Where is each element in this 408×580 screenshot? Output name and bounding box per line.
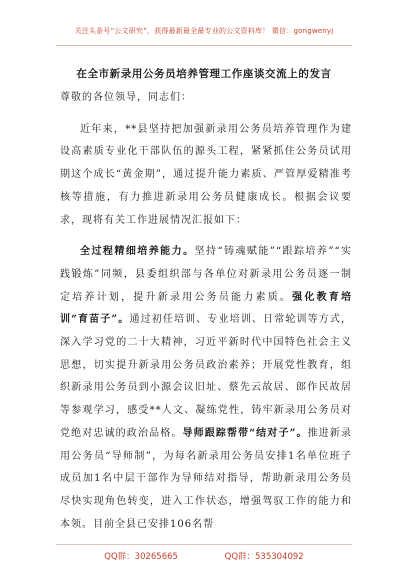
- spacer: [60, 232, 352, 241]
- section-paragraph: [60, 241, 352, 536]
- salutation: 尊敬的各位领导，同志们：: [60, 92, 192, 103]
- training-text: 通过初任培训、专业培训、日常轮训等方式，深入学习党的二十大精神，习近平新时代中国特色社会主义思想，切实提升新录用公务员政治素养；开展党性教育，组织新录用公务员到小源会议旧址、蔡先云故居、郎作民故居等参观学习，感受**人文、凝练党性，铸牢新录用公务员对党绝对忠诚的政治品格。: [60, 314, 352, 439]
- footer-qq-group-1: QQ群：30265665: [104, 552, 178, 562]
- intro-paragraph: 近年来，**县坚持把加强新录用公务员培养管理作为建设高素质专业化干部队伍的源头工程，紧紧抓住公务员试用期这个成长“黄金期”，通过提升能力素质、严管厚爱精准考核等措施，有力推进新录用公务员健康成长。根据会议要求，现将有关工作进展情况汇报如下：: [60, 123, 352, 226]
- section-text: 坚持“铸魂赋能”“跟踪培养”“实践锻炼”同频，县委组织部与各单位对新录用公务员逐一制定培养计划，提升新录用公务员能力素质。: [60, 246, 353, 303]
- page-header: 关注头条号“公文研究”，获得最新最全最专业的公文资料库！ 微信：gongwenyj: [74, 27, 334, 35]
- section-heading: 全过程精细培养能力。: [80, 246, 195, 258]
- spacer: [60, 110, 352, 119]
- page-title: 在全市新录用公务员培养管理工作座谈交流上的发言: [76, 68, 332, 80]
- footer-qq-group-2: QQ群：535304092: [224, 552, 304, 562]
- mentor-text: 推进新录用公务员“导师制”，为每名新录用公务员安排1名单位班子成员加1名中层干部作为导师结对指导，帮助新录用公务员尽快实现角色转变，进入工作状态，增强驾驭工作的能力和本领。目前全县已安排106名帮: [60, 427, 353, 530]
- subheading-mentor: 导师跟踪帮带“结对子”。: [182, 427, 308, 439]
- subheading-training: 强化教育培训“育苗子”。: [60, 291, 353, 326]
- page-footer: [0, 550, 408, 562]
- header-rule: [56, 45, 352, 46]
- footer-rule: [56, 544, 352, 545]
- document-body: [60, 87, 352, 536]
